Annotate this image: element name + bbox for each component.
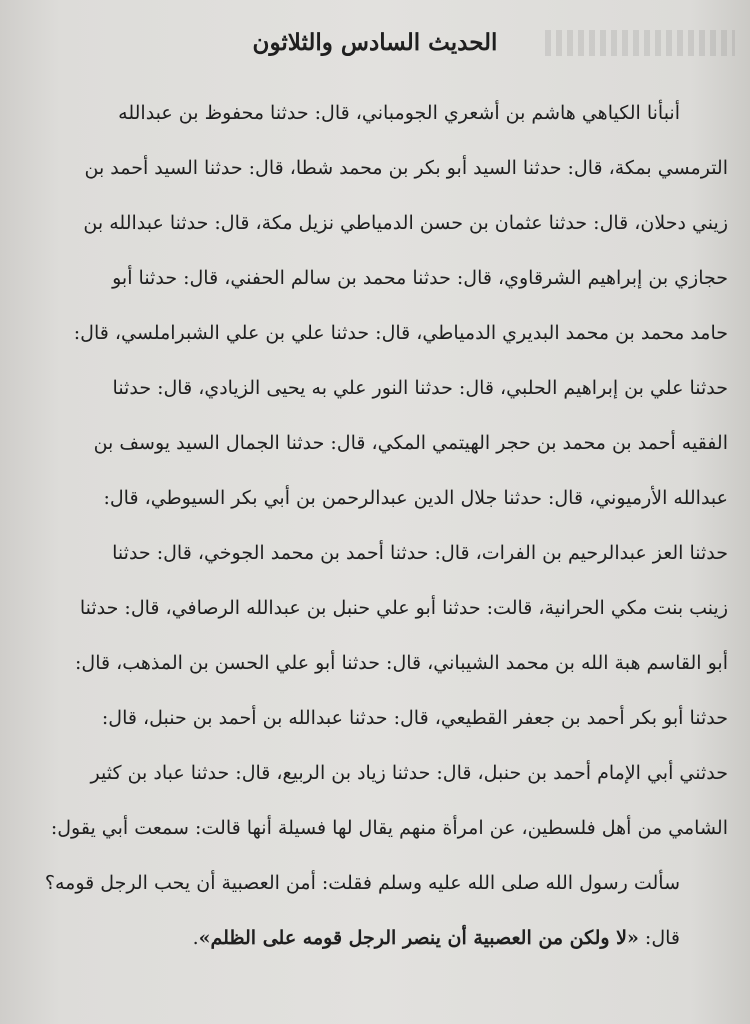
text-line: زيني دحلان، قال: حدثنا عثمان بن حسن الدمياطي نزيل مكة، قال: حدثنا عبدالله بن (83, 212, 728, 234)
text-line: حجازي بن إبراهيم الشرقاوي، قال: حدثنا محمد بن سالم الحفني، قال: حدثنا أبو (112, 267, 728, 289)
text-line: أنبأنا الكياهي هاشم بن أشعري الجومباني، قال: حدثنا محفوظ بن عبدالله (118, 102, 680, 124)
page-title: الحديث السادس والثلاثون (252, 29, 498, 56)
text-line: الترمسي بمكة، قال: حدثنا السيد أبو بكر بن محمد شطا، قال: حدثنا السيد أحمد بن (84, 157, 728, 179)
text-line: حدثنا علي بن إبراهيم الحلبي، قال: حدثنا النور علي به يحيى الزيادي، قال: حدثنا (112, 377, 728, 399)
final-suffix: . (192, 927, 199, 949)
final-line (18, 911, 728, 966)
prophetic-quote: «لا ولكن من العصبية أن ينصر الرجل قومه على الظلم» (198, 927, 639, 949)
final-prefix: قال: (638, 927, 680, 949)
text-line: سألت رسول الله صلى الله عليه وسلم فقلت: أمن العصبية أن يحب الرجل قومه؟ (44, 872, 680, 894)
text-line: الفقيه أحمد بن محمد بن حجر الهيتمي المكي، قال: حدثنا الجمال السيد يوسف بن (93, 432, 728, 454)
text-line: عبدالله الأرميوني، قال: حدثنا جلال الدين عبدالرحمن بن أبي بكر السيوطي، قال: (103, 487, 728, 509)
text-line: الشامي من أهل فلسطين، عن امرأة منهم يقال لها فسيلة أنها قالت: سمعت أبي يقول: (50, 817, 728, 839)
text-line: أبو القاسم هبة الله بن محمد الشيباني، قال: حدثنا أبو علي الحسن بن المذهب، قال: (75, 652, 728, 674)
text-line: حدثنا العز عبدالرحيم بن الفرات، قال: حدثنا أحمد بن محمد الجوخي، قال: حدثنا (112, 542, 728, 564)
text-line: حامد محمد بن محمد البديري الدمياطي، قال: حدثنا علي بن علي الشبراملسي، قال: (73, 322, 728, 344)
hadith-text (18, 86, 728, 966)
text-line: زينب بنت مكي الحرانية، قالت: حدثنا أبو علي حنبل بن عبدالله الرصافي، قال: حدثنا (79, 597, 728, 619)
text-line: حدثني أبي الإمام أحمد بن حنبل، قال: حدثنا زياد بن الربيع، قال: حدثنا عباد بن كثير (90, 762, 728, 784)
text-line: حدثنا أبو بكر أحمد بن جعفر القطيعي، قال: حدثنا عبدالله بن أحمد بن حنبل، قال: (101, 707, 728, 729)
